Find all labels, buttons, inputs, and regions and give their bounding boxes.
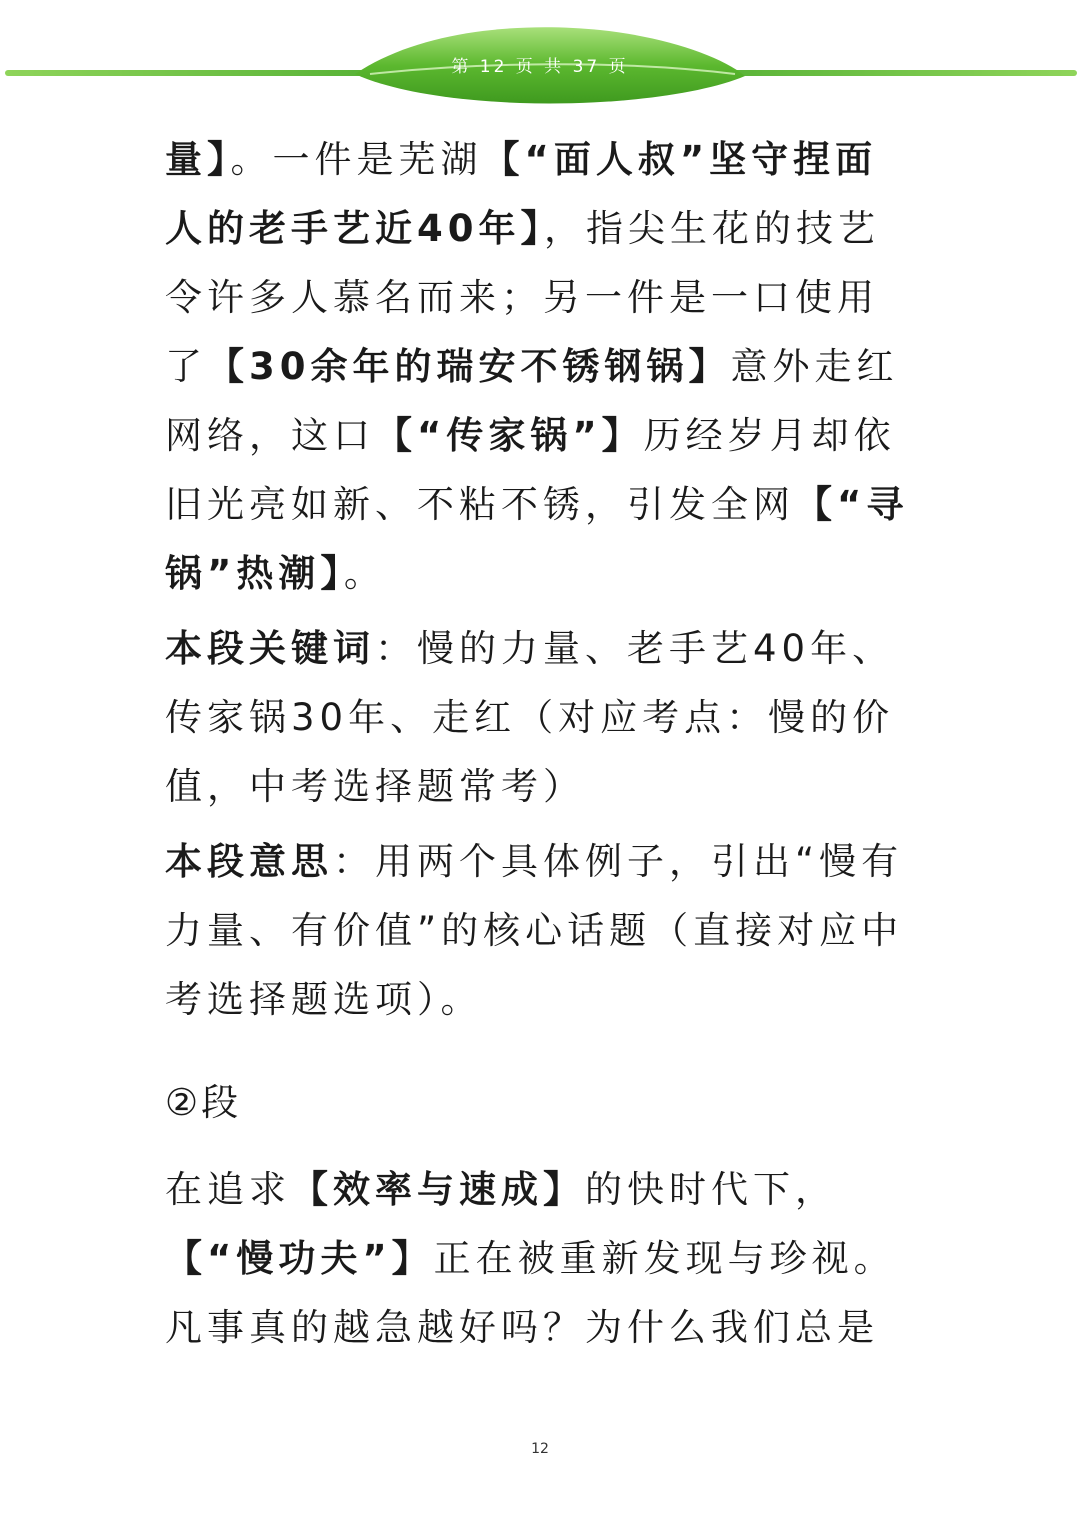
paragraph-keywords	[165, 614, 910, 821]
highlight-phrase: 【“传家锅”】	[375, 414, 644, 457]
body-text: 。一件是芜湖	[230, 138, 483, 181]
highlight-phrase: 量】	[165, 138, 231, 181]
highlight-phrase: 【30余年的瑞安不锈钢锅】	[207, 345, 731, 388]
paragraph-section-2	[165, 1155, 910, 1362]
document-body	[165, 125, 910, 1362]
highlight-phrase: 【“寻锅”热潮】	[165, 483, 909, 595]
body-text: 意外走红网络，这口	[165, 345, 899, 457]
body-text: 在追求	[165, 1168, 291, 1211]
section-heading: ②段	[165, 1081, 242, 1124]
paragraph-meaning	[165, 827, 910, 1034]
highlight-phrase: 【“慢功夫”】	[165, 1237, 434, 1280]
highlight-phrase: 【效率与速成】	[291, 1168, 585, 1211]
meaning-label: 本段意思	[165, 840, 333, 883]
body-text: 正在被重新发现与珍视。凡事真的越急越好吗？为什么我们总是	[165, 1237, 896, 1349]
page-indicator: 第 12 页 共 37 页	[451, 57, 629, 77]
page-number: 12	[531, 1441, 549, 1457]
paragraph-examples	[165, 125, 910, 608]
body-text: 的快时代下，	[585, 1168, 837, 1211]
body-text: ，指尖生花的技艺令许多人慕名而来；另一件是一口使用了	[165, 207, 880, 388]
body-text: 。	[343, 552, 386, 595]
keywords-text: ：慢的力量、老手艺40年、传家锅30年、走红（对应考点：慢的价值，中考选择题常考）	[165, 627, 895, 808]
highlight-phrase: 【“面人叔”坚守捏面人的老手艺近40年】	[165, 138, 878, 250]
meaning-text: ：用两个具体例子，引出“慢有力量、有价值”的核心话题（直接对应中考选择题选项）。	[165, 840, 904, 1021]
page-header	[0, 0, 1080, 110]
keywords-label: 本段关键词	[165, 627, 375, 670]
body-text: 历经岁月却依旧光亮如新、不粘不锈，引发全网	[165, 414, 896, 526]
